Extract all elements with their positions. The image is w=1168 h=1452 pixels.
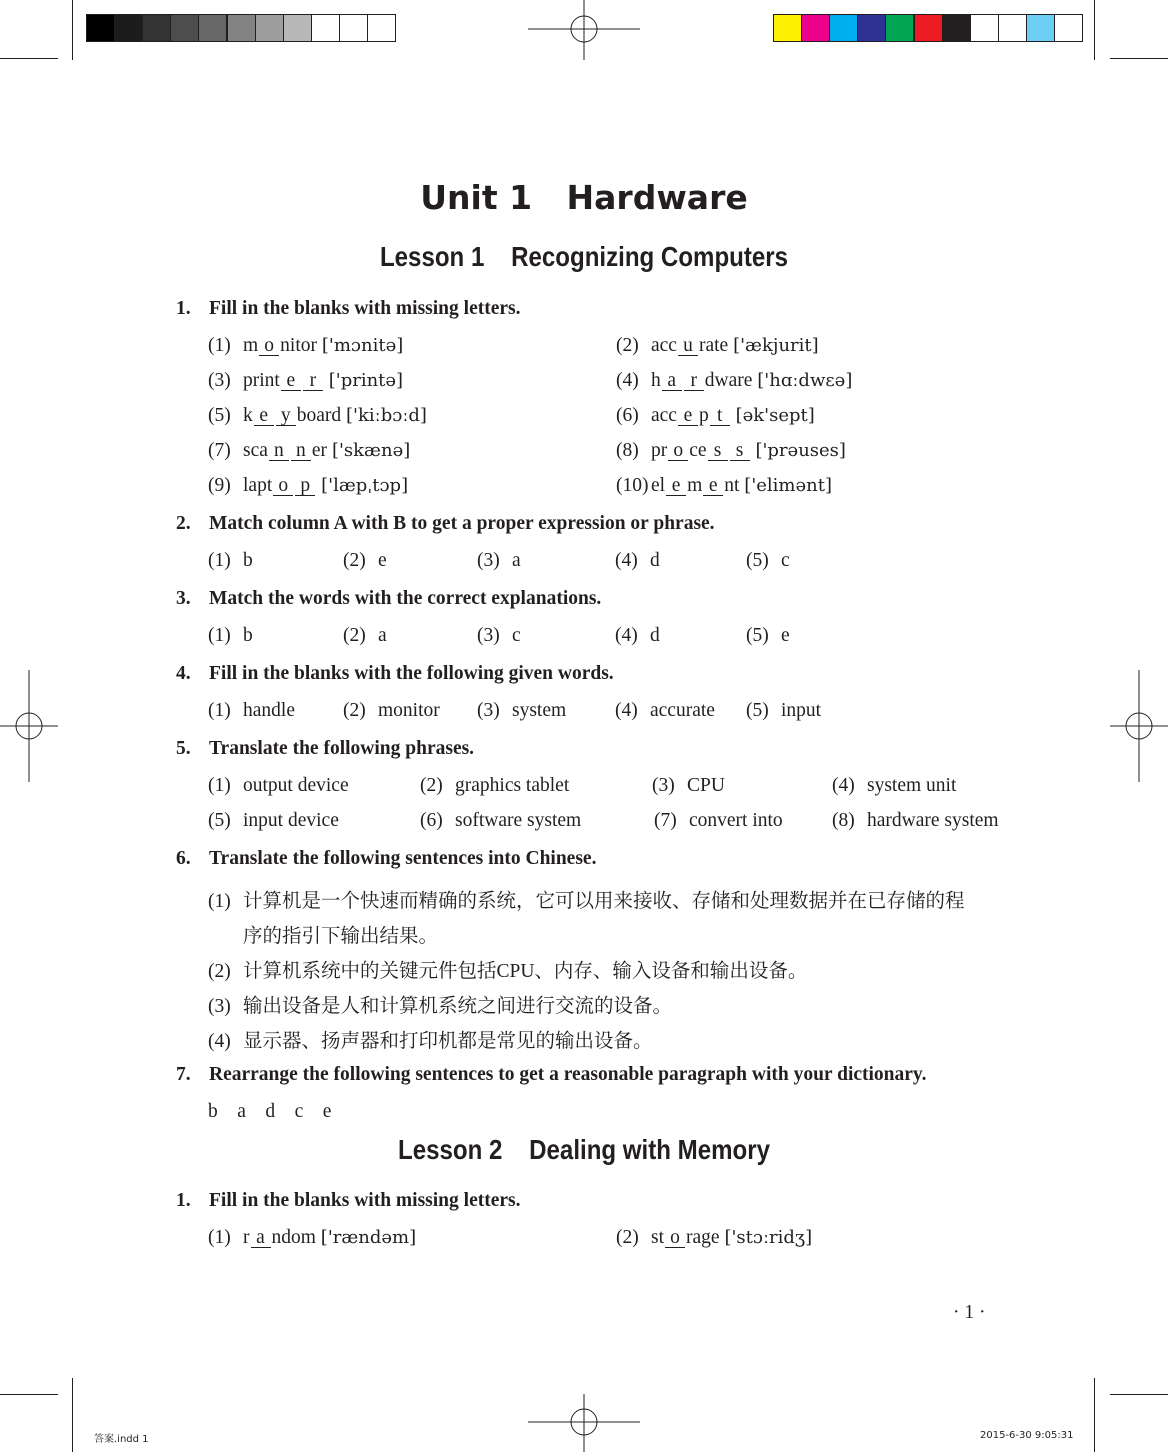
question-2-heading: 2. Match column A with B to get a proper expression or phrase. bbox=[176, 513, 715, 534]
word-fragment: m bbox=[243, 335, 259, 356]
word-fragment: pr bbox=[651, 440, 668, 461]
item-label: (2) bbox=[420, 775, 443, 796]
word-fragment: acc bbox=[651, 335, 677, 356]
filled-blank: s bbox=[730, 441, 750, 461]
filled-blank: a bbox=[662, 371, 682, 391]
question-3-heading: 3. Match the words with the correct explanations. bbox=[176, 588, 602, 609]
q6-answer-4: (4) 显示器、扬声器和打印机都是常见的输出设备。 bbox=[208, 1031, 653, 1052]
phonetic-transcription: ['stɔːridʒ] bbox=[724, 1227, 813, 1248]
answer-item bbox=[615, 700, 715, 722]
filled-blank: e bbox=[703, 476, 723, 496]
answer-value: input device bbox=[243, 810, 339, 831]
item-label: (2) bbox=[343, 700, 366, 721]
answer-item bbox=[208, 625, 253, 647]
word-fragment: el bbox=[651, 475, 666, 496]
gray-swatch bbox=[170, 14, 199, 42]
registration-mark-left bbox=[0, 670, 58, 782]
color-swatch bbox=[970, 14, 999, 42]
q7-answer: b a d c e bbox=[208, 1101, 332, 1122]
item-label: (4) bbox=[615, 625, 638, 646]
answer-value: b bbox=[243, 625, 253, 646]
answer-item bbox=[420, 775, 569, 797]
gray-swatch bbox=[198, 14, 227, 42]
gray-swatch bbox=[339, 14, 368, 42]
answer-item bbox=[208, 775, 349, 797]
item-label: (6) bbox=[616, 405, 639, 426]
word-fragment: lapt bbox=[243, 475, 273, 496]
answer-item bbox=[477, 550, 521, 572]
answer-item bbox=[208, 700, 295, 722]
gray-swatch bbox=[86, 14, 115, 42]
q6-answer-1-continued: 序的指引下输出结果。 bbox=[243, 926, 439, 947]
phonetic-transcription: ['mɔnitə] bbox=[321, 335, 404, 356]
word-fragment: sca bbox=[243, 440, 268, 461]
answer-value: input bbox=[781, 700, 822, 721]
filled-blank: p bbox=[295, 476, 315, 496]
unit-title: Unit 1 Hardware bbox=[420, 178, 748, 217]
filled-blank: y bbox=[276, 406, 296, 426]
filled-blank: r bbox=[303, 371, 323, 391]
answer-value: accurate bbox=[650, 700, 715, 721]
question-6-heading: 6. Translate the following sentences into Chinese. bbox=[176, 848, 597, 869]
answer-value: a bbox=[378, 625, 387, 646]
answer-item bbox=[615, 625, 660, 647]
filled-blank: a bbox=[251, 1228, 271, 1248]
item-label: (9) bbox=[208, 475, 231, 496]
word-fragment: p bbox=[698, 405, 709, 426]
word-fragment: rate bbox=[698, 335, 729, 356]
answer-value: b bbox=[243, 550, 253, 571]
word-fragment: print bbox=[243, 370, 280, 391]
word-fragment: k bbox=[243, 405, 253, 426]
gray-swatch bbox=[255, 14, 284, 42]
filled-blank: o bbox=[665, 1228, 685, 1248]
question-1-heading: 1. Fill in the blanks with missing letters. bbox=[176, 298, 521, 319]
timestamp-slug: 2015-6-30 9:05:31 bbox=[980, 1430, 1074, 1441]
item-label: (4) bbox=[832, 775, 855, 796]
answer-value: graphics tablet bbox=[455, 775, 570, 796]
phonetic-transcription: ['elimənt] bbox=[744, 475, 833, 496]
phonetic-transcription: ['rændəm] bbox=[320, 1227, 417, 1248]
filled-blank: u bbox=[678, 336, 698, 356]
color-swatch bbox=[914, 14, 943, 42]
q6-answer-3: (3) 输出设备是人和计算机系统之间进行交流的设备。 bbox=[208, 996, 673, 1017]
answer-item bbox=[420, 810, 581, 832]
phonetic-transcription: ['hɑːdwɛə] bbox=[757, 370, 853, 391]
answer-item bbox=[654, 810, 783, 832]
item-label: (1) bbox=[208, 775, 231, 796]
fill-blank-item bbox=[208, 475, 408, 497]
item-label: (8) bbox=[616, 440, 639, 461]
word-fragment: m bbox=[687, 475, 703, 496]
fill-blank-item bbox=[616, 1227, 812, 1249]
word-fragment: er bbox=[311, 440, 328, 461]
item-label: (5) bbox=[746, 550, 769, 571]
answer-item bbox=[746, 550, 790, 572]
item-label: (5) bbox=[208, 405, 231, 426]
item-label: (4) bbox=[615, 700, 638, 721]
question-5-heading: 5. Translate the following phrases. bbox=[176, 738, 475, 759]
word-fragment: dware bbox=[704, 370, 753, 391]
fill-blank-item bbox=[616, 440, 846, 462]
item-label: (7) bbox=[208, 440, 231, 461]
answer-item bbox=[477, 625, 521, 647]
color-swatch bbox=[1026, 14, 1055, 42]
item-label: (1) bbox=[208, 1227, 231, 1248]
answer-value: output device bbox=[243, 775, 349, 796]
gray-swatch bbox=[142, 14, 171, 42]
answer-item bbox=[343, 550, 387, 572]
item-label: (5) bbox=[746, 700, 769, 721]
answer-value: c bbox=[781, 550, 790, 571]
answer-value: convert into bbox=[689, 810, 783, 831]
item-label: (1) bbox=[208, 550, 231, 571]
word-fragment: acc bbox=[651, 405, 677, 426]
page-number: · 1 · bbox=[953, 1302, 986, 1323]
phonetic-transcription: ['ækjurit] bbox=[733, 335, 819, 356]
answer-value: d bbox=[650, 625, 660, 646]
item-label: (2) bbox=[616, 335, 639, 356]
fill-blank-item bbox=[208, 1227, 416, 1249]
filled-blank: r bbox=[684, 371, 704, 391]
answer-item bbox=[615, 550, 660, 572]
gray-swatch bbox=[367, 14, 396, 42]
answer-value: handle bbox=[243, 700, 295, 721]
answer-item bbox=[343, 700, 440, 722]
gray-swatch bbox=[311, 14, 340, 42]
item-label: (2) bbox=[616, 1227, 639, 1248]
phonetic-transcription: ['læpˌtɔp] bbox=[321, 475, 409, 496]
answer-value: CPU bbox=[687, 775, 725, 796]
word-fragment: ce bbox=[689, 440, 707, 461]
color-swatch bbox=[885, 14, 914, 42]
item-label: (5) bbox=[746, 625, 769, 646]
registration-mark-bottom bbox=[528, 1394, 640, 1452]
answer-value: e bbox=[781, 625, 790, 646]
question-7-heading: 7. Rearrange the following sentences to get a reasonable paragraph with your dictionary. bbox=[176, 1064, 927, 1085]
filled-blank: e bbox=[281, 371, 301, 391]
filled-blank: t bbox=[710, 406, 730, 426]
answer-value: e bbox=[378, 550, 387, 571]
item-label: (10) bbox=[616, 475, 649, 496]
fill-blank-item bbox=[208, 335, 403, 357]
fill-blank-item bbox=[208, 440, 410, 462]
answer-item bbox=[343, 625, 387, 647]
answer-item bbox=[746, 700, 821, 722]
color-swatch bbox=[829, 14, 858, 42]
word-fragment: st bbox=[651, 1227, 665, 1248]
word-fragment: h bbox=[651, 370, 661, 391]
answer-item bbox=[832, 810, 999, 832]
filled-blank: e bbox=[678, 406, 698, 426]
item-label: (5) bbox=[208, 810, 231, 831]
registration-mark-right bbox=[1110, 670, 1168, 782]
word-fragment: board bbox=[296, 405, 342, 426]
answer-item bbox=[746, 625, 790, 647]
filled-blank: s bbox=[708, 441, 728, 461]
word-fragment: nt bbox=[724, 475, 740, 496]
filled-blank: o bbox=[259, 336, 279, 356]
filled-blank: e bbox=[254, 406, 274, 426]
color-swatch bbox=[1054, 14, 1083, 42]
filled-blank: o bbox=[668, 441, 688, 461]
file-slug: 答案.indd 1 bbox=[94, 1434, 149, 1445]
item-label: (3) bbox=[208, 370, 231, 391]
gray-swatch bbox=[114, 14, 143, 42]
item-label: (3) bbox=[477, 625, 500, 646]
answer-value: software system bbox=[455, 810, 582, 831]
color-swatch bbox=[998, 14, 1027, 42]
word-fragment: ndom bbox=[271, 1227, 316, 1248]
word-fragment: rage bbox=[686, 1227, 720, 1248]
fill-blank-item bbox=[616, 405, 815, 427]
answer-value: hardware system bbox=[867, 810, 999, 831]
color-swatch bbox=[942, 14, 971, 42]
answer-value: a bbox=[512, 550, 521, 571]
gray-swatch bbox=[227, 14, 256, 42]
answer-value: system unit bbox=[867, 775, 957, 796]
word-fragment: r bbox=[243, 1227, 250, 1248]
answer-value: monitor bbox=[378, 700, 440, 721]
fill-blank-item bbox=[208, 405, 427, 427]
item-label: (3) bbox=[652, 775, 675, 796]
phonetic-transcription: ['prəuses] bbox=[755, 440, 846, 461]
item-label: (2) bbox=[343, 625, 366, 646]
phonetic-transcription: ['skænə] bbox=[331, 440, 411, 461]
answer-value: c bbox=[512, 625, 521, 646]
filled-blank: n bbox=[269, 441, 289, 461]
item-label: (3) bbox=[477, 550, 500, 571]
fill-blank-item bbox=[616, 370, 852, 392]
phonetic-transcription: ['kiːbɔːd] bbox=[346, 405, 427, 426]
color-swatch bbox=[857, 14, 886, 42]
color-swatch bbox=[801, 14, 830, 42]
filled-blank: n bbox=[291, 441, 311, 461]
gray-swatch bbox=[283, 14, 312, 42]
registration-mark-top bbox=[528, 0, 640, 60]
q6-answer-2: (2) 计算机系统中的关键元件包括CPU、内存、输入设备和输出设备。 bbox=[208, 961, 808, 982]
item-label: (4) bbox=[616, 370, 639, 391]
fill-blank-item bbox=[616, 475, 832, 497]
item-label: (8) bbox=[832, 810, 855, 831]
phonetic-transcription: [ək'sept] bbox=[735, 405, 815, 426]
item-label: (2) bbox=[343, 550, 366, 571]
answer-item bbox=[652, 775, 725, 797]
item-label: (3) bbox=[477, 700, 500, 721]
phonetic-transcription: ['printə] bbox=[328, 370, 404, 391]
item-label: (6) bbox=[420, 810, 443, 831]
fill-blank-item bbox=[616, 335, 819, 357]
answer-item bbox=[208, 810, 339, 832]
answer-value: system bbox=[512, 700, 567, 721]
item-label: (1) bbox=[208, 625, 231, 646]
color-swatch bbox=[773, 14, 802, 42]
filled-blank: o bbox=[273, 476, 293, 496]
lesson-1-title: Lesson 1 Recognizing Computers bbox=[379, 241, 789, 272]
item-label: (1) bbox=[208, 335, 231, 356]
answer-item bbox=[832, 775, 956, 797]
answer-value: d bbox=[650, 550, 660, 571]
answer-item bbox=[477, 700, 566, 722]
answer-item bbox=[208, 550, 253, 572]
lesson-2-question-1-heading: 1. Fill in the blanks with missing letters. bbox=[176, 1190, 521, 1211]
item-label: (7) bbox=[654, 810, 677, 831]
word-fragment: nitor bbox=[280, 335, 318, 356]
q6-answer-1: (1) 计算机是一个快速而精确的系统，它可以用来接收、存储和处理数据并在已存储的程 bbox=[208, 891, 965, 912]
item-label: (4) bbox=[615, 550, 638, 571]
fill-blank-item bbox=[208, 370, 403, 392]
filled-blank: e bbox=[666, 476, 686, 496]
lesson-2-title: Lesson 2 Dealing with Memory bbox=[397, 1134, 770, 1165]
question-4-heading: 4. Fill in the blanks with the following given words. bbox=[176, 663, 614, 684]
item-label: (1) bbox=[208, 700, 231, 721]
